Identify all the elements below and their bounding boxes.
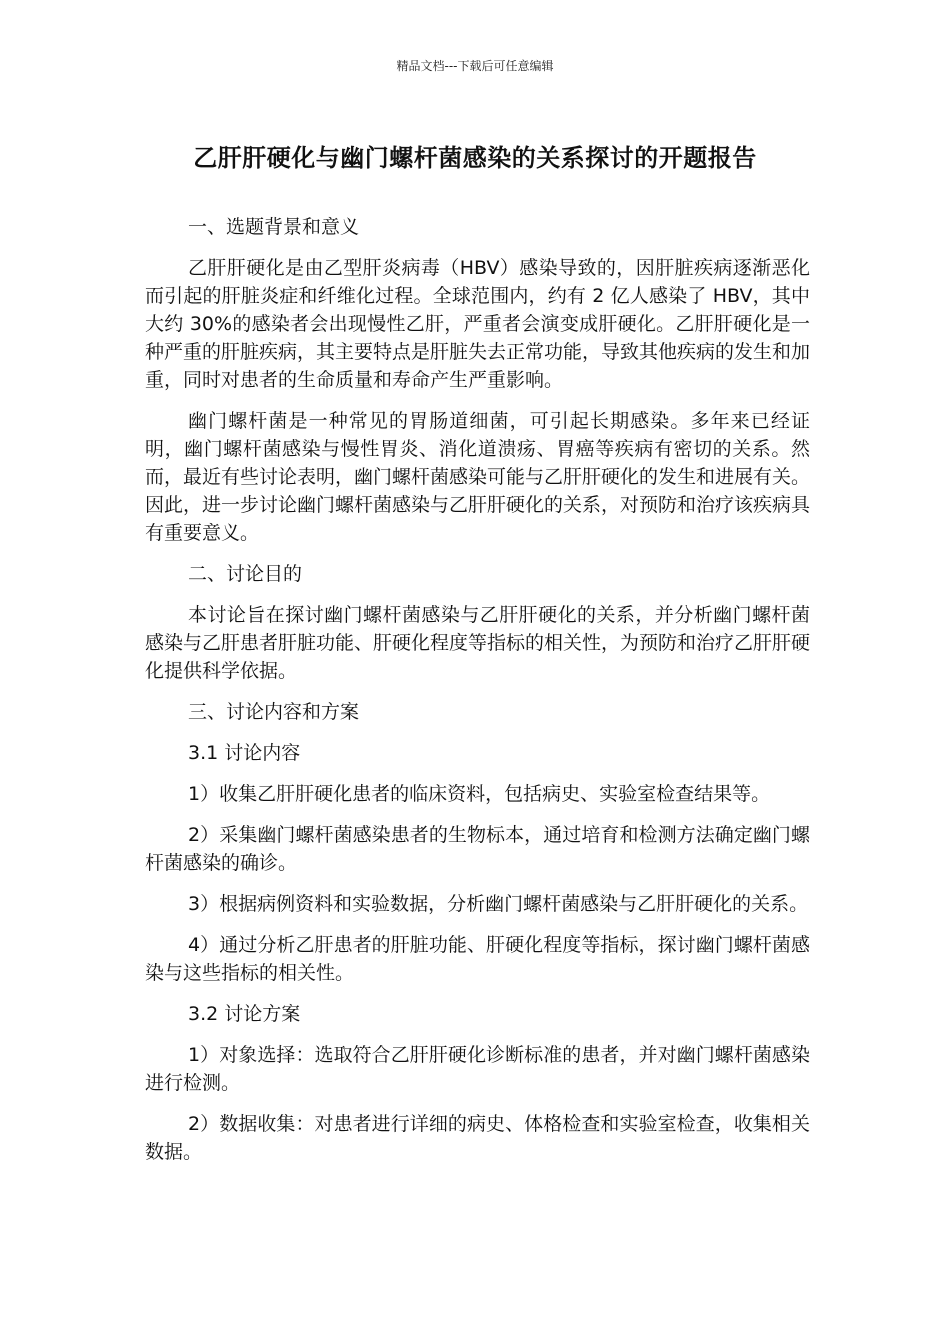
content-item-1: 1）收集乙肝肝硬化患者的临床资料，包括病史、实验室检查结果等。 [188,783,771,805]
section-heading-content-plan: 三、讨论内容和方案 [188,701,360,723]
section-heading-purpose: 二、讨论目的 [188,563,303,585]
subheading-content: 3.1 讨论内容 [188,742,301,764]
document-title: 乙肝肝硬化与幽门螺杆菌感染的关系探讨的开题报告 [193,144,757,172]
paragraph-h-pylori: 幽门螺杆菌是一种常见的胃肠道细菌，可引起长期感染。多年来已经证明，幽门螺杆菌感染与慢性胃炎、消化道溃疡、胃癌等疾病有密切的关系。然而，最近有些讨论表明，幽门螺杆菌感染可能与乙肝肝硬化的发生和进展有关。因此，进一步讨论幽门螺杆菌感染与乙肝肝硬化的关系，对预防和治疗该疾病具有重要意义。 [145,410,811,544]
content-item-3: 3）根据病例资料和实验数据，分析幽门螺杆菌感染与乙肝肝硬化的关系。 [188,893,809,915]
plan-item-2: 2）数据收集：对患者进行详细的病史、体格检查和实验室检查，收集相关数据。 [145,1113,810,1163]
plan-item-1: 1）对象选择：选取符合乙肝肝硬化诊断标准的患者，并对幽门螺杆菌感染进行检测。 [145,1044,810,1094]
content-item-2: 2）采集幽门螺杆菌感染患者的生物标本，通过培育和检测方法确定幽门螺杆菌感染的确诊。 [145,824,810,874]
subheading-plan: 3.2 讨论方案 [188,1003,301,1025]
paragraph-hbv-cirrhosis: 乙肝肝硬化是由乙型肝炎病毒（HBV）感染导致的，因肝脏疾病逐渐恶化而引起的肝脏炎症和纤维化过程。全球范围内，约有 2 亿人感染了 HBV，其中大约 30%的感染者会出现慢性乙肝，严重者会演变成肝硬化。乙肝肝硬化是一种严重的肝脏疾病，其主要特点是肝脏失去正常功能，导致其他疾病的发生和加重，同时对患者的生命质量和寿命产生严重影响。 [145,257,811,391]
content-item-4: 4）通过分析乙肝患者的肝脏功能、肝硬化程度等指标，探讨幽门螺杆菌感染与这些指标的相关性。 [145,934,810,984]
section-heading-background: 一、选题背景和意义 [188,216,360,238]
page-header: 精品文档---下载后可任意编辑 [396,59,554,73]
paragraph-purpose: 本讨论旨在探讨幽门螺杆菌感染与乙肝肝硬化的关系，并分析幽门螺杆菌感染与乙肝患者肝脏功能、肝硬化程度等指标的相关性，为预防和治疗乙肝肝硬化提供科学依据。 [145,604,811,682]
document-body [145,213,810,1179]
